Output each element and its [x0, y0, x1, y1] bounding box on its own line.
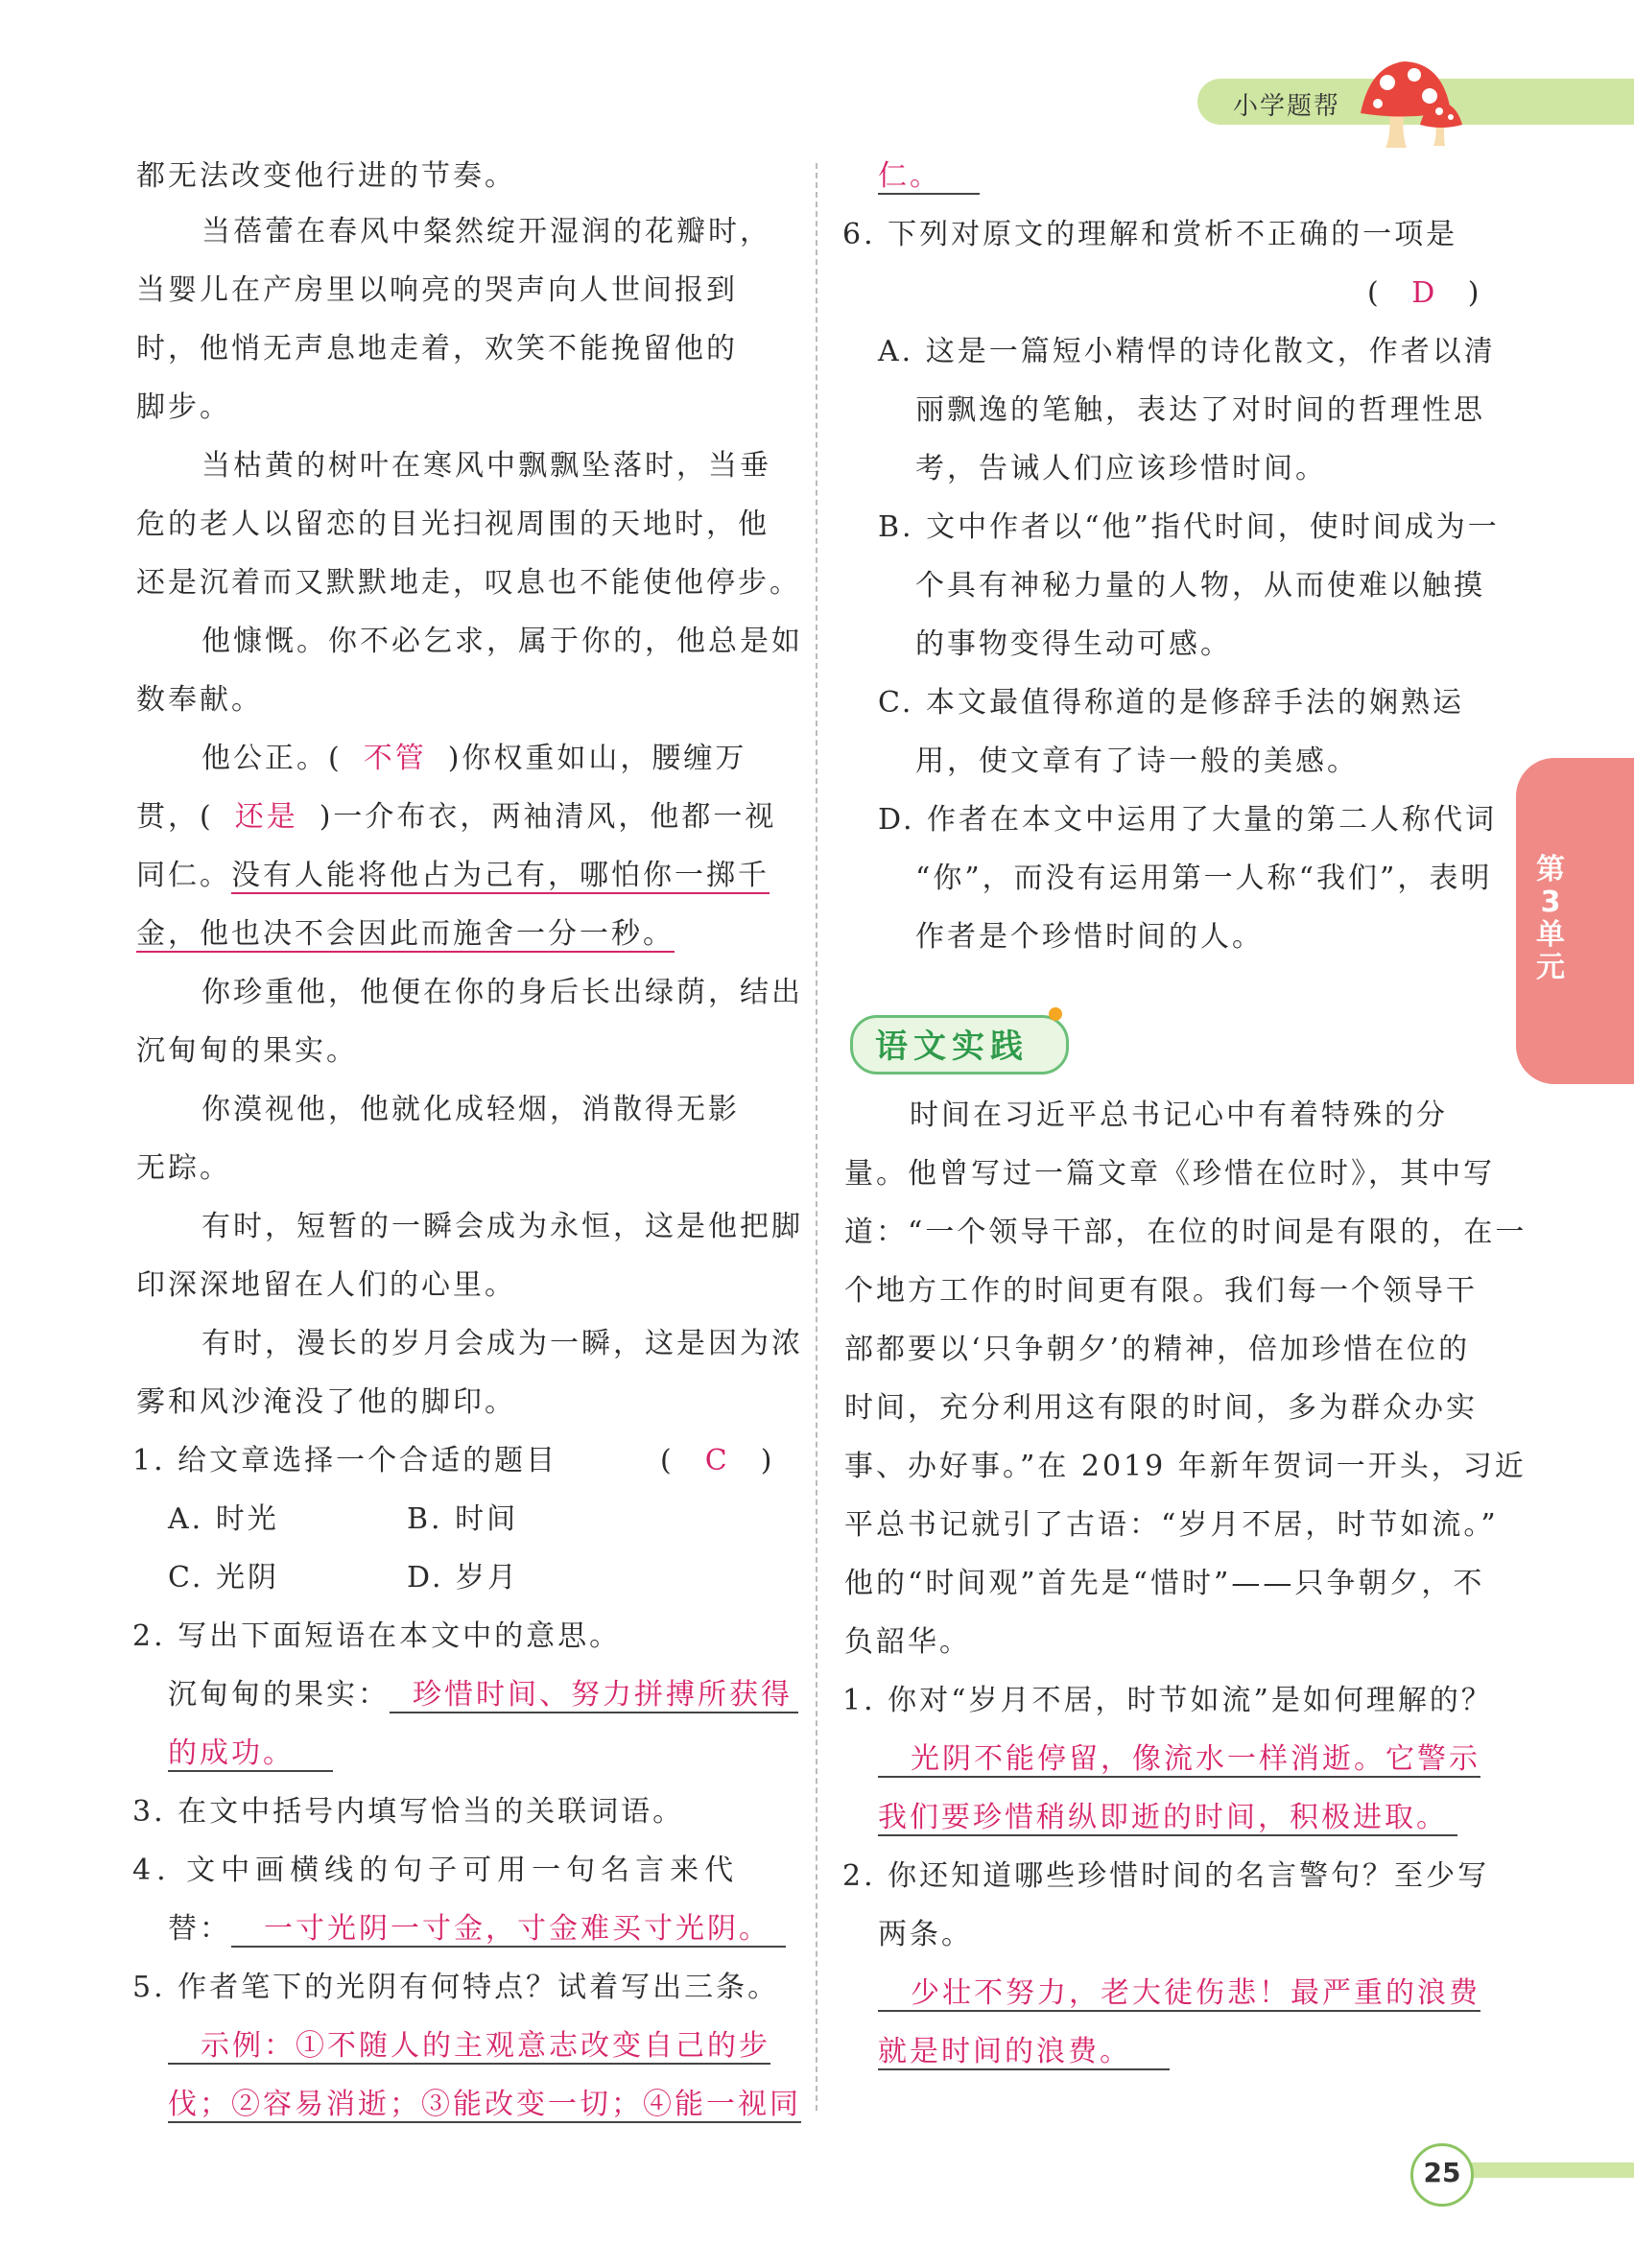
paragraph-line: 量。他曾写过一篇文章《珍惜在位时》，其中写 [844, 1157, 1495, 1191]
answer-text: 珍惜时间、努力拼搏所获得 [390, 1678, 798, 1713]
option-d: D. 作者在本文中运用了大量的第二人称代词 [878, 803, 1498, 837]
answer-text: 不管 [363, 742, 427, 775]
paragraph-line: 你漠视他，他就化成轻烟，消散得无影 [201, 1093, 740, 1126]
answer-text: D [1411, 276, 1438, 310]
question-4: 4. 文中画横线的句子可用一句名言来代 [132, 1854, 740, 1887]
section-title: 语文实践 [875, 1028, 1029, 1066]
answer-line [168, 1735, 333, 1773]
paragraph-line: 有时，漫长的岁月会成为一瞬，这是因为浓 [201, 1327, 803, 1360]
option-a-cont: 丽飘逸的笔触，表达了对时间的哲理性思 [915, 393, 1485, 427]
answer-line [878, 157, 980, 196]
paragraph-line: 印深深地留在人们的心里。 [136, 1268, 516, 1302]
header-title: 小学题帮 [1233, 92, 1341, 121]
answer-line [168, 1676, 798, 1714]
answer-line [168, 2027, 770, 2066]
paragraph-line [136, 798, 776, 837]
option-d: D. 岁月 [407, 1561, 520, 1595]
paragraph-line: 负韶华。 [844, 1625, 971, 1659]
option-c: C. 本文最值得称道的是修辞手法的娴熟运 [878, 686, 1464, 720]
question-6: 6. 下列对原文的理解和赏析不正确的一项是 [842, 218, 1458, 251]
paragraph-line [136, 915, 675, 954]
text: 他公正。( [201, 742, 343, 775]
question-5: 5. 作者笔下的光阴有何特点？试着写出三条。 [132, 1971, 780, 2004]
paragraph-line: 他的“时间观”首先是“惜时”——只争朝夕，不 [844, 1567, 1485, 1600]
question-cont: 两条。 [878, 1918, 973, 1951]
answer-line [878, 1974, 1480, 2013]
text: 沉甸甸的果实： [168, 1678, 390, 1712]
answer-bracket: ( D ) [1367, 274, 1481, 313]
option-b: B. 文中作者以“他”指代时间，使时间成为一 [878, 510, 1500, 544]
paragraph-line: 当蓓蕾在春风中粲然绽开湿润的花瓣时， [201, 215, 771, 248]
answer-line [878, 1799, 1457, 1837]
paragraph-line: 个地方工作的时间更有限。我们每一个领导干 [844, 1274, 1478, 1308]
paragraph-line: 沉甸甸的果实。 [136, 1034, 358, 1068]
answer-text: 我们要珍惜稍纵即逝的时间，积极进取。 [878, 1801, 1457, 1836]
text: 替： [168, 1912, 231, 1946]
answer-line [878, 1740, 1480, 1779]
paragraph-line: 脚步。 [136, 390, 231, 424]
option-b-cont: 的事物变得生动可感。 [915, 627, 1232, 661]
option-d-cont: “你”，而没有运用第一人称“我们”，表明 [915, 862, 1493, 895]
option-c-cont: 用，使文章有了诗一般的美感。 [915, 744, 1359, 778]
page-number: 25 [1423, 2157, 1461, 2188]
question-3: 3. 在文中括号内填写恰当的关联词语。 [132, 1795, 685, 1829]
answer-text: 就是时间的浪费。 [878, 2035, 1170, 2070]
option-a: A. 这是一篇短小精悍的诗化散文，作者以清 [878, 335, 1496, 368]
practice-question-1: 1. 你对“岁月不居，时节如流”是如何理解的？ [842, 1684, 1493, 1717]
answer-line [878, 2033, 1170, 2071]
paragraph-line: 数奉献。 [136, 683, 263, 717]
question-2: 2. 写出下面短语在本文中的意思。 [132, 1619, 622, 1653]
mushroom-icon [1351, 54, 1466, 150]
answer-text: 伐；②容易消逝；③能改变一切；④能一视同 [168, 2088, 801, 2121]
paragraph-line: 危的老人以留恋的目光扫视周围的天地时，他 [136, 508, 770, 541]
question-1: 1. 给文章选择一个合适的题目 [132, 1444, 558, 1477]
paragraph-line: 时，他悄无声息地走着，欢笑不能挽留他的 [136, 332, 738, 366]
option-b: B. 时间 [407, 1502, 519, 1536]
paragraph-line: 时间在习近平总书记心中有着特殊的分 [910, 1099, 1448, 1132]
paragraph-line: 当枯黄的树叶在寒风中飘飘坠落时，当垂 [201, 449, 771, 483]
answer-text: 少壮不努力，老大徒伤悲！最严重的浪费 [878, 1976, 1480, 2012]
answer-text: C [704, 1444, 730, 1477]
paragraph-line: 时间，充分利用这有限的时间，多为群众办实 [844, 1391, 1478, 1425]
paragraph-line: 你珍重他，他便在你的身后长出绿荫，结出 [201, 976, 803, 1009]
option-d-cont: 作者是个珍惜时间的人。 [915, 920, 1264, 954]
underlined-sentence: 没有人能将他占为己有，哪怕你一掷千 [231, 859, 770, 892]
paragraph-line: 都无法改变他行进的节奏。 [136, 159, 516, 193]
paragraph-line: 有时，短暂的一瞬会成为永恒，这是他把脚 [201, 1210, 803, 1243]
paragraph-line: 还是沉着而又默默地走，叹息也不能使他停步。 [136, 566, 801, 600]
text: )你权重如山，腰缠万 [447, 742, 747, 775]
paragraph-line: 无踪。 [136, 1151, 231, 1185]
answer-text: 示例：①不随人的主观意志改变自己的步 [168, 2029, 770, 2065]
option-a-cont: 考，告诫人们应该珍惜时间。 [915, 452, 1327, 485]
paragraph-line [201, 740, 746, 778]
answer-text: 还是 [234, 800, 298, 834]
option-b-cont: 个具有神秘力量的人物，从而使难以触摸 [915, 569, 1485, 602]
text: 贯，( [136, 800, 214, 834]
practice-question-2: 2. 你还知道哪些珍惜时间的名言警句？至少写 [842, 1859, 1490, 1893]
text: 同仁。 [136, 859, 231, 892]
answer-text: 仁。 [878, 159, 980, 195]
option-c: C. 光阴 [168, 1561, 279, 1595]
answer-text: 光阴不能停留，像流水一样消逝。它警示 [878, 1742, 1480, 1778]
paragraph-line: 部都要以‘只争朝夕’的精神，倍加珍惜在位的 [844, 1333, 1471, 1366]
underlined-sentence: 金，他也决不会因此而施舍一分一秒。 [136, 917, 675, 951]
paragraph-line: 他慷慨。你不必乞求，属于你的，他总是如 [201, 625, 803, 658]
unit-tab-label: 第3单元 [1536, 853, 1565, 984]
answer-line [168, 2086, 801, 2124]
answer-line [168, 1910, 786, 1949]
option-a: A. 时光 [168, 1502, 279, 1536]
text: )一介布衣，两袖清风，他都一视 [319, 800, 777, 834]
answer-text: 一寸光阴一寸金，寸金难买寸光阴。 [231, 1912, 786, 1948]
column-divider [816, 163, 817, 2111]
paragraph-line: 道：“一个领导干部，在位的时间是有限的，在一 [844, 1216, 1527, 1249]
paragraph-line: 平总书记就引了古语：“岁月不居，时节如流。” [844, 1508, 1499, 1542]
answer-bracket: ( C ) [660, 1442, 774, 1480]
paragraph-line [136, 857, 770, 895]
paragraph-line: 事、办好事。”在 2019 年新年贺词一开头，习近 [844, 1450, 1527, 1483]
paragraph-line: 当婴儿在产房里以响亮的哭声向人世间报到 [136, 273, 738, 307]
paragraph-line: 雾和风沙淹没了他的脚印。 [136, 1385, 516, 1419]
badge-dot [1049, 1007, 1062, 1021]
answer-text: 的成功。 [168, 1736, 333, 1772]
